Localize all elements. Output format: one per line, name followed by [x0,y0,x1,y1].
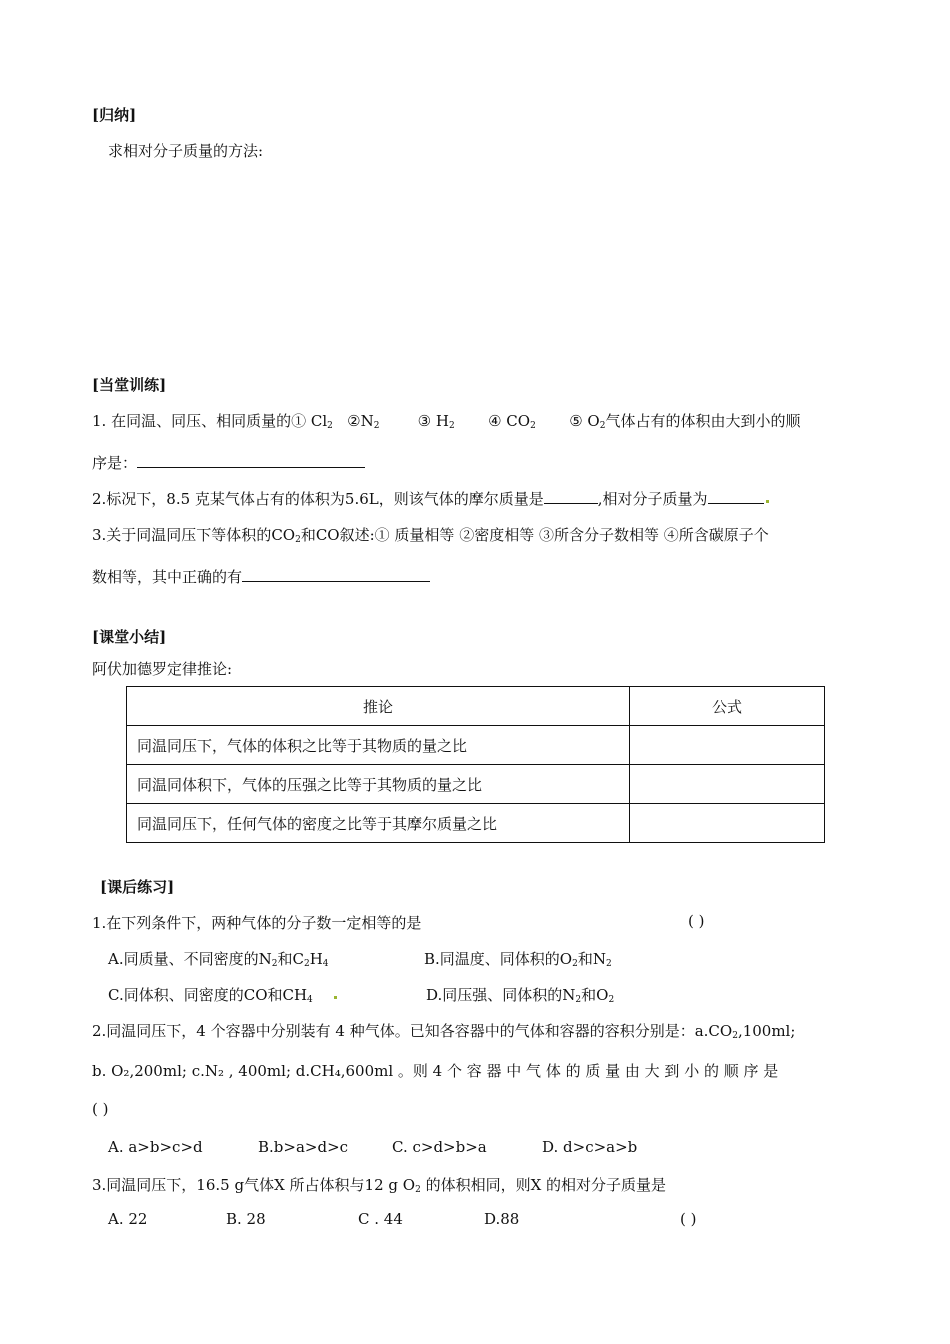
option-c[interactable]: C . 44 [358,1210,403,1228]
formula-cell[interactable] [630,765,825,804]
dot-mark [766,500,769,503]
section-heading-summary: [归纳] [92,106,137,124]
formula-cell[interactable] [630,726,825,765]
homework-q2-line2: b. O₂,200ml; c.N₂ , 400ml; d.CH₄,600ml 。则 4 个 容 器 中 气 体 的 质 量 由 大 到 小 的 顺 序 是 [92,1062,779,1080]
practice-q3-line2: 数相等，其中正确的有 [92,566,430,587]
practice-q1-line1: 1. 在同温、同压、相同质量的① $Cl_2$ $②N_2$ ③ $H_2$ ④ $CO_2$ ⑤ $O_2$气体占有的体积由大到小的顺 [92,412,801,431]
option-a[interactable]: A. 22 [108,1210,148,1228]
section-heading-practice: [当堂训练] [92,376,167,394]
option-c[interactable]: C.同体积、同密度的CO和$CH_4$ [108,984,337,1005]
summary-prompt: 求相对分子质量的方法: [108,142,264,160]
avogadro-intro: 阿伏加德罗定律推论: [92,660,233,678]
practice-q1-line2: 序是： [92,452,365,473]
corollary-table [126,686,825,843]
section-heading-homework: [课后练习] [100,878,175,896]
table-cell: 同温同压下，任何气体的密度之比等于其摩尔质量之比 [127,804,630,843]
formula-cell[interactable] [630,804,825,843]
answer-paren: ( ) [680,1210,697,1228]
table-header-row [127,687,825,726]
homework-q2-line1: 2.同温同压下，4 个容器中分别装有 4 种气体。已知各容器中的气体和容器的容积分别是：$a.CO_2,100ml$; [92,1022,796,1041]
answer-paren: ( ) [688,912,705,930]
answer-blank[interactable] [544,489,598,504]
answer-blank[interactable] [137,453,365,468]
answer-paren: ( ) [92,1100,109,1118]
option-a[interactable]: A. a>b>c>d [108,1138,203,1156]
header-corollary: 推论 [127,687,630,726]
option-b[interactable]: B. 28 [226,1210,266,1228]
header-formula: 公式 [630,687,825,726]
answer-blank[interactable] [242,567,430,582]
practice-q3-line1: 3.关于同温同压下等体积的$CO_2$和CO叙述:① 质量相等 ②密度相等 ③所含分子数相等 ④所含碳原子个 [92,526,769,545]
option-b[interactable]: B.b>a>d>c [258,1138,349,1156]
option-d[interactable]: D.同压强、同体积的$N_2$和$O_2$ [426,986,615,1005]
table-cell: 同温同体积下，气体的压强之比等于其物质的量之比 [127,765,630,804]
option-d[interactable]: D.88 [484,1210,520,1228]
answer-blank[interactable] [708,489,764,504]
dot-mark [334,996,337,999]
option-a[interactable]: A.同质量、不同密度的$N_2$和$C_2H_4$ [108,950,329,969]
option-d[interactable]: D. d>c>a>b [542,1138,638,1156]
section-heading-class-summary: [课堂小结] [92,628,167,646]
practice-q2: 2.标况下，8.5 克某气体占有的体积为5.6L，则该气体的摩尔质量是 ,相对分子质量为 [92,488,769,509]
table-row [127,804,825,843]
option-b[interactable]: B.同温度、同体积的$O_2$和$N_2$ [424,950,612,969]
option-c[interactable]: C. c>d>b>a [392,1138,487,1156]
homework-q1: 1.在下列条件下，两种气体的分子数一定相等的是 [92,914,422,932]
table-cell: 同温同压下，气体的体积之比等于其物质的量之比 [127,726,630,765]
homework-q3: 3.同温同压下，16.5 g气体X 所占体积与12 g $O_2$ 的体积相同，则X 的相对分子质量是 [92,1176,667,1195]
table-row [127,726,825,765]
table-row [127,765,825,804]
